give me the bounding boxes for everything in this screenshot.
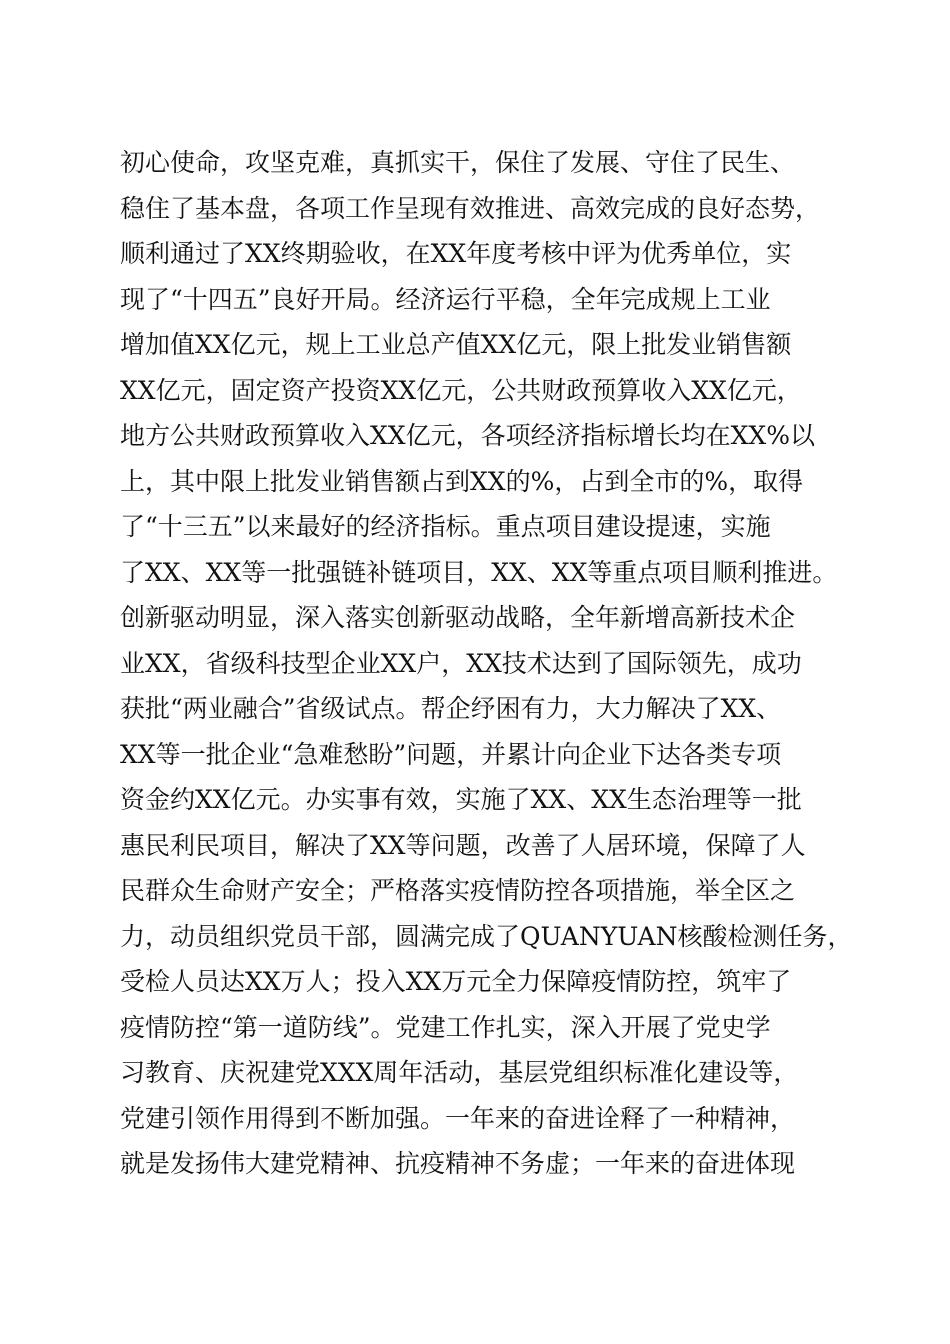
text-line-23: 就是发扬伟大建党精神、抗疫精神不务虚；一年来的奋进体现 — [120, 1149, 796, 1178]
text-line-12: 业XX，省级科技型企业XX户，XX技术达到了国际领先，成功 — [120, 648, 802, 678]
body-paragraph — [120, 140, 853, 1187]
text-line-20: 疫情防控“第一道防线”。党建工作扎实，深入开展了党史学 — [120, 1012, 771, 1042]
text-line-6: XX亿元，固定资产投资XX亿元，公共财政预算收入XX亿元， — [120, 375, 802, 405]
text-line-11: 创新驱动明显，深入落实创新驱动战略，全年新增高新技术企 — [120, 603, 796, 632]
text-line-2: 稳住了基本盘，各项工作呈现有效推进、高效完成的良好态势， — [120, 193, 821, 223]
text-line-7: 地方公共财政预算收入XX亿元，各项经济指标增长均在XX%以 — [120, 421, 815, 450]
text-line-14: XX等一批企业“急难愁盼”问题，并累计向企业下达各类专项 — [120, 739, 782, 769]
text-line-8: 上，其中限上批发业销售额占到XX的%，占到全市的%，取得 — [120, 466, 804, 496]
text-line-17: 民群众生命财产安全；严格落实疫情防控各项措施，举全区之 — [120, 876, 796, 905]
text-line-1: 初心使命，攻坚克难，真抓实干，保住了发展、守住了民生、 — [120, 148, 796, 177]
text-line-3: 顺利通过了XX终期验收，在XX年度考核中评为优秀单位，实 — [120, 239, 792, 268]
text-line-4: 现了“十四五”良好开局。经济运行平稳，全年完成规上工业 — [120, 284, 771, 314]
text-line-22: 党建引领作用得到不断加强。一年来的奋进诠释了一种精神， — [120, 1103, 796, 1133]
text-line-10: 了XX、XX等一批强链补链项目，XX、XX等重点项目顺利推进。 — [120, 557, 838, 587]
text-line-21: 习教育、庆祝建党XXX周年活动，基层党组织标准化建设等， — [120, 1058, 799, 1087]
text-line-18: 力，动员组织党员干部，圆满完成了QUANYUAN核酸检测任务， — [120, 921, 853, 951]
text-line-16: 惠民利民项目，解决了XX等问题，改善了人居环境，保障了人 — [120, 830, 806, 860]
text-line-15: 资金约XX亿元。办实事有效，实施了XX、XX生态治理等一批 — [120, 785, 802, 814]
text-line-13: 获批“两业融合”省级试点。帮企纾困有力，大力解决了XX、 — [120, 694, 782, 723]
text-line-19: 受检人员达XX万人；投入XX万元全力保障疫情防控，筑牢了 — [120, 967, 792, 996]
text-line-5: 增加值XX亿元，规上工业总产值XX亿元，限上批发业销售额 — [120, 330, 792, 359]
text-line-9: 了“十三五”以来最好的经济指标。重点项目建设提速，实施 — [120, 512, 771, 541]
